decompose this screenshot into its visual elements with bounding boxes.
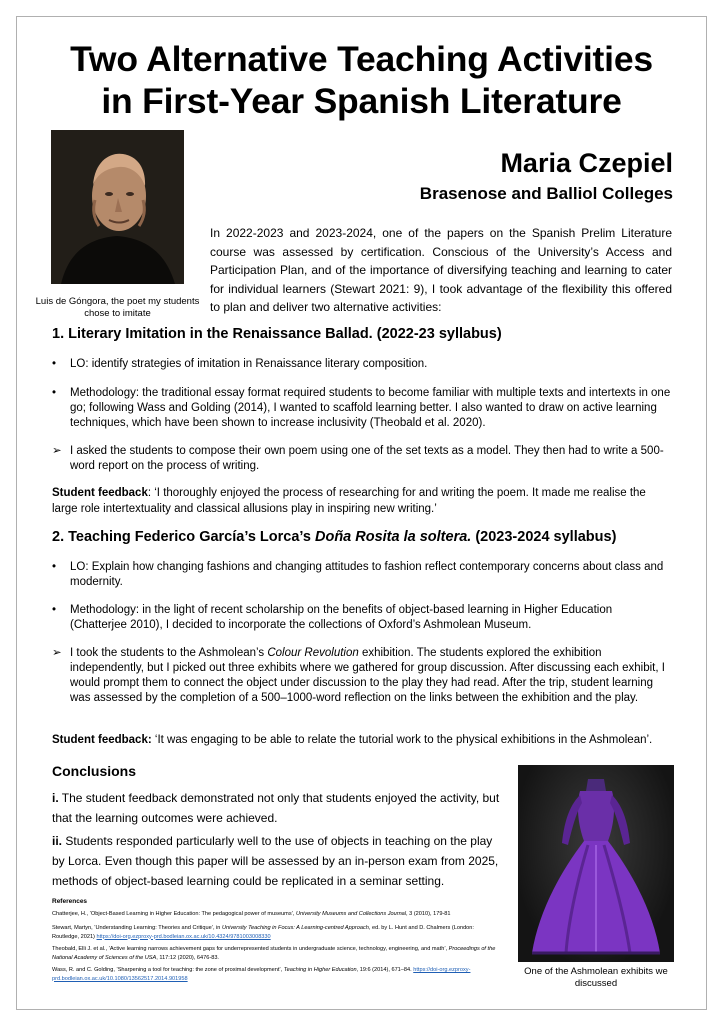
section-1-feedback	[52, 485, 674, 517]
arrow-marker: ➢	[52, 647, 62, 659]
ref-text: Wass, R. and C. Golding, ‘Sharpening a tool for teaching: the zone of proximal development’,	[52, 967, 284, 973]
reference-item	[52, 966, 496, 983]
dress-caption: One of the Ashmolean exhibits we discussed	[524, 966, 668, 989]
point-label: i.	[52, 791, 59, 805]
reference-item	[52, 924, 496, 941]
ref-text: , 117:12 (2020), 6476-83.	[156, 954, 219, 961]
conclusion-point-1	[52, 788, 502, 828]
arrow-marker: ➢	[52, 445, 62, 457]
section-2-heading-play: Doña Rosita la soltera.	[314, 529, 472, 545]
section-2-item	[52, 646, 672, 706]
feedback-label: Student feedback	[52, 487, 148, 499]
ref-text: Stewart, Martyn, ‘Understanding Learning: Theories and Critique’, in	[52, 925, 222, 931]
section-2-heading	[52, 529, 616, 545]
section-2-item-text: Methodology: in the light of recent scholarship on the benefits of object-based learning in Higher Education (Chatterjee 2010), I decided to incorporate the collections of Oxford’s Ashmolean Museum.	[70, 604, 613, 631]
conclusion-point-2	[52, 831, 502, 891]
author-name: Maria Czepiel	[500, 148, 673, 178]
references-heading: References	[52, 898, 88, 905]
ref-text: Chatterjee, H., ‘Object-Based Learning in Higher Education: The pedagogical power of museums’,	[52, 911, 296, 917]
ref-doi-link[interactable]: https://doi-org.ezproxy-prd.bodleian.ox.ac.uk/10.4324/9781003008330	[96, 933, 271, 940]
ashmolean-dress-photo	[518, 765, 674, 962]
item-text-post: exhibition. The students explored the exhibition independently, but I picked out three exhibits where we gathered for group discussion. After discussing each exhibit, I would prompt them to connect the object under discussion to the play they had read. After the trip, student learning was assessed by the completion of a 500–1000-word reflection on the links between the exhibition and the play.	[70, 647, 665, 704]
bullet-marker: •	[52, 604, 57, 616]
item-text-pre: I took the students to the Ashmolean’s	[70, 647, 268, 659]
title-line-2: in First-Year Spanish Literature	[101, 81, 622, 121]
section-1-item-text: LO: identify strategies of imitation in Renaissance literary composition.	[70, 358, 428, 370]
intro-paragraph: In 2022-2023 and 2023-2024, one of the papers on the Spanish Prelim Literature course was assessed by certification. Conscious of the University’s Access and Participation Plan, and of the importance of diversifying teaching and learning to cater for individual learners (Stewart 2021: 9), I took advantage of the flexibility this offered to plan and deliver two alternative activities:	[210, 226, 672, 314]
ref-text: , ed. by L. Hunt and D. Chalmers (London: Routledge, 2021)	[52, 925, 474, 940]
section-2-heading-suffix: (2023-2024 syllabus)	[471, 529, 617, 545]
reference-item	[52, 945, 496, 962]
point-text: Students responded particularly well to the use of objects in teaching on the play by Lorca. Even though this paper will be assessed by an in-person exam from 2025, methods of object-based learning could be replicated in a seminar setting.	[52, 834, 499, 888]
poster-title	[20, 38, 703, 122]
bullet-marker: •	[52, 358, 57, 370]
point-label: ii.	[52, 834, 63, 848]
section-2-heading-prefix: 2. Teaching Federico García’s Lorca’s	[52, 529, 315, 545]
dress-illustration	[518, 765, 674, 962]
ref-text: , 3 (2010), 179-81	[406, 911, 451, 917]
section-1-item	[52, 444, 672, 474]
section-2-item-text	[52, 646, 672, 706]
ref-book: University Teaching in Focus: A Learning-centred Approach	[221, 925, 369, 931]
portrait-illustration	[51, 130, 184, 284]
section-2-feedback	[52, 732, 674, 748]
section-1-heading: 1. Literary Imitation in the Renaissance Ballad. (2022-23 syllabus)	[52, 326, 502, 342]
ref-journal: Proceedings of the National Academy of Sciences of the USA	[52, 946, 496, 961]
exhibition-title: Colour Revolution	[267, 647, 359, 659]
section-2-item-text: LO: Explain how changing fashions and changing attitudes to fashion reflect contemporary concerns about class and modernity.	[70, 561, 664, 588]
feedback-label: Student feedback:	[52, 734, 152, 746]
bullet-marker: •	[52, 387, 57, 399]
feedback-text: : ‘I thoroughly enjoyed the process of researching for and writing the poem. It made me realise the large role intertextuality and classical allusions play in inspiring new writing.’	[52, 487, 646, 515]
section-1-item	[52, 357, 672, 372]
feedback-text: ‘It was engaging to be able to relate the tutorial work to the physical exhibitions in the Ashmolean’.	[151, 734, 653, 746]
ref-journal: Teaching in Higher Education	[283, 967, 357, 973]
author-college: Brasenose and Balliol Colleges	[419, 184, 673, 203]
bullet-marker: •	[52, 561, 57, 573]
gongora-portrait	[51, 130, 184, 284]
title-line-1: Two Alternative Teaching Activities	[70, 39, 653, 79]
portrait-caption: Luis de Góngora, the poet my students chose to imitate	[35, 296, 200, 319]
section-1-item-text: Methodology: the traditional essay format required students to become familiar with multiple texts and intertexts in one go; following Wass and Golding (2014), I wanted to scaffold learning better. I also wanted to draw on active learning techniques, which have been shown to increase inclusivity (Theobald et al. 2020).	[70, 387, 671, 429]
reference-item	[52, 910, 496, 919]
point-text: The student feedback demonstrated not only that students enjoyed the activity, but that the learning outcomes were achieved.	[52, 791, 500, 825]
section-1-item-text: I asked the students to compose their own poem using one of the set texts as a model. They then had to write a 500-word report on the process of writing.	[70, 445, 664, 472]
section-2-item	[52, 603, 672, 633]
section-1-item	[52, 386, 672, 431]
section-2-item	[52, 560, 672, 590]
ref-text: Theobald, Elli J. et al., ‘Active learning narrows achievement gaps for underrepresented students in undergraduate science, technology, engineering, and math’,	[52, 946, 449, 952]
ref-text: , 19:6 (2014), 671–84.	[356, 967, 414, 973]
conclusions-heading: Conclusions	[52, 763, 137, 779]
ref-doi-link[interactable]: https://doi-org.ezproxy-prd.bodleian.ox.ac.uk/10.1080/13562517.2014.901958	[52, 967, 471, 982]
ref-journal: University Museums and Collections Journal	[295, 911, 407, 917]
